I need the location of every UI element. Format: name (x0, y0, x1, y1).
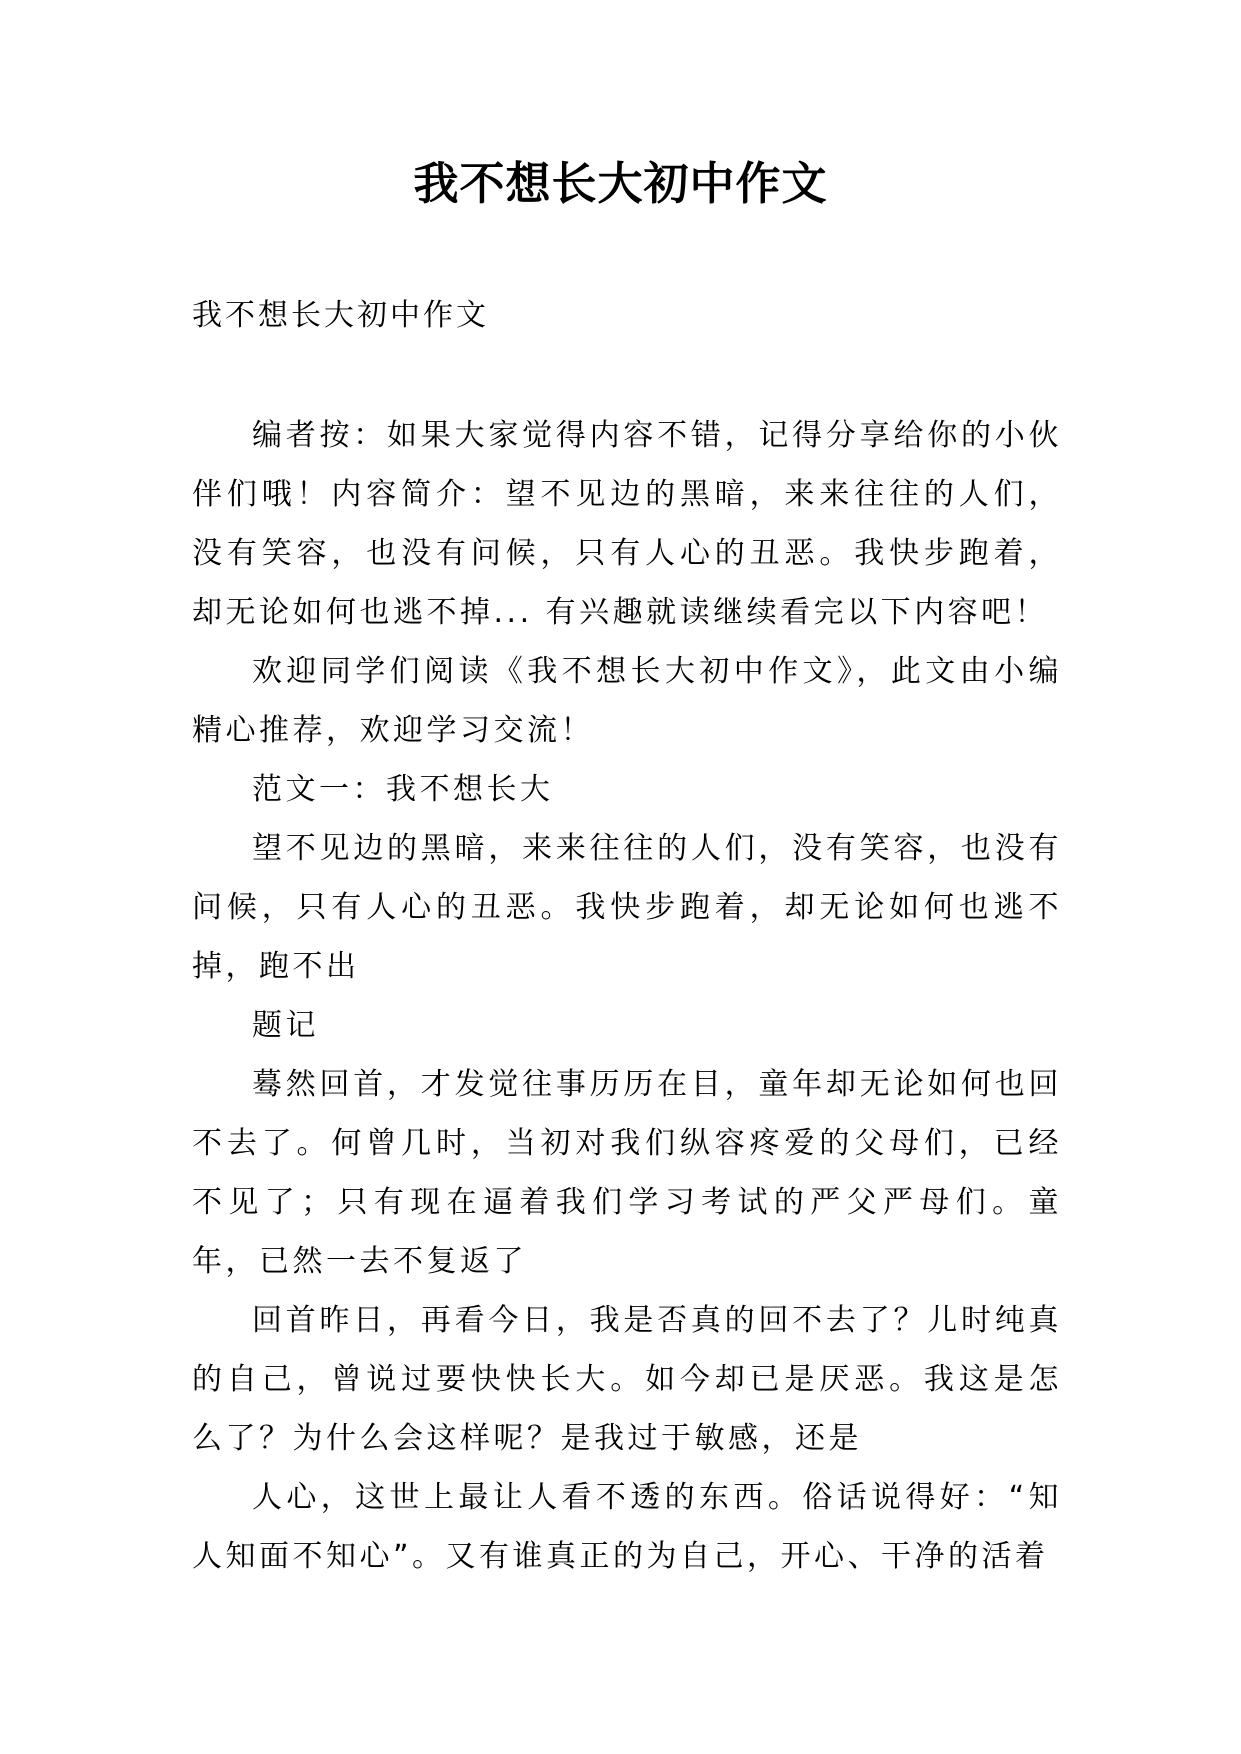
paragraph-editor-note: 编者按：如果大家觉得内容不错，记得分享给你的小伙伴们哦！内容简介：望不见边的黑暗，来来往往的人们，没有笑容，也没有问候，只有人心的丑恶。我快步跑着，却无论如何也逃不掉... 有兴趣就读继续看完以下内容吧！ (192, 418, 1062, 630)
paragraph-opening: 望不见边的黑暗，来来往往的人们，没有笑容，也没有问候，只有人心的丑恶。我快步跑着，却无论如何也逃不掉，跑不出 (192, 831, 1062, 984)
paragraph-epigraph-label: 题记 (252, 1008, 319, 1043)
paragraph-childhood: 蓦然回首，才发觉往事历历在目，童年却无论如何也回不去了。何曾几时，当初对我们纵容疼爱的父母们，已经不见了；只有现在逼着我们学习考试的严父严母们。童年，已然一去不复返了 (192, 1067, 1062, 1279)
paragraph-sample-heading: 范文一：我不想长大 (252, 772, 554, 807)
paragraph-human-heart: 人心，这世上最让人看不透的东西。俗话说得好：“知人知面不知心”。又有谁真正的为自己，开心、干净的活着 (192, 1480, 1062, 1574)
paragraph-reflection: 回首昨日，再看今日，我是否真的回不去了？儿时纯真的自己，曾说过要快快长大。如今却已是厌恶。我这是怎么了？为什么会这样呢？是我过于敏感，还是 (192, 1303, 1062, 1456)
document-subtitle: 我不想长大初中作文 (192, 298, 489, 333)
document-title: 我不想长大初中作文 (413, 157, 828, 210)
paragraph-welcome: 欢迎同学们阅读《我不想长大初中作文》，此文由小编精心推荐，欢迎学习交流！ (192, 654, 1062, 748)
document-body (192, 406, 1062, 1586)
